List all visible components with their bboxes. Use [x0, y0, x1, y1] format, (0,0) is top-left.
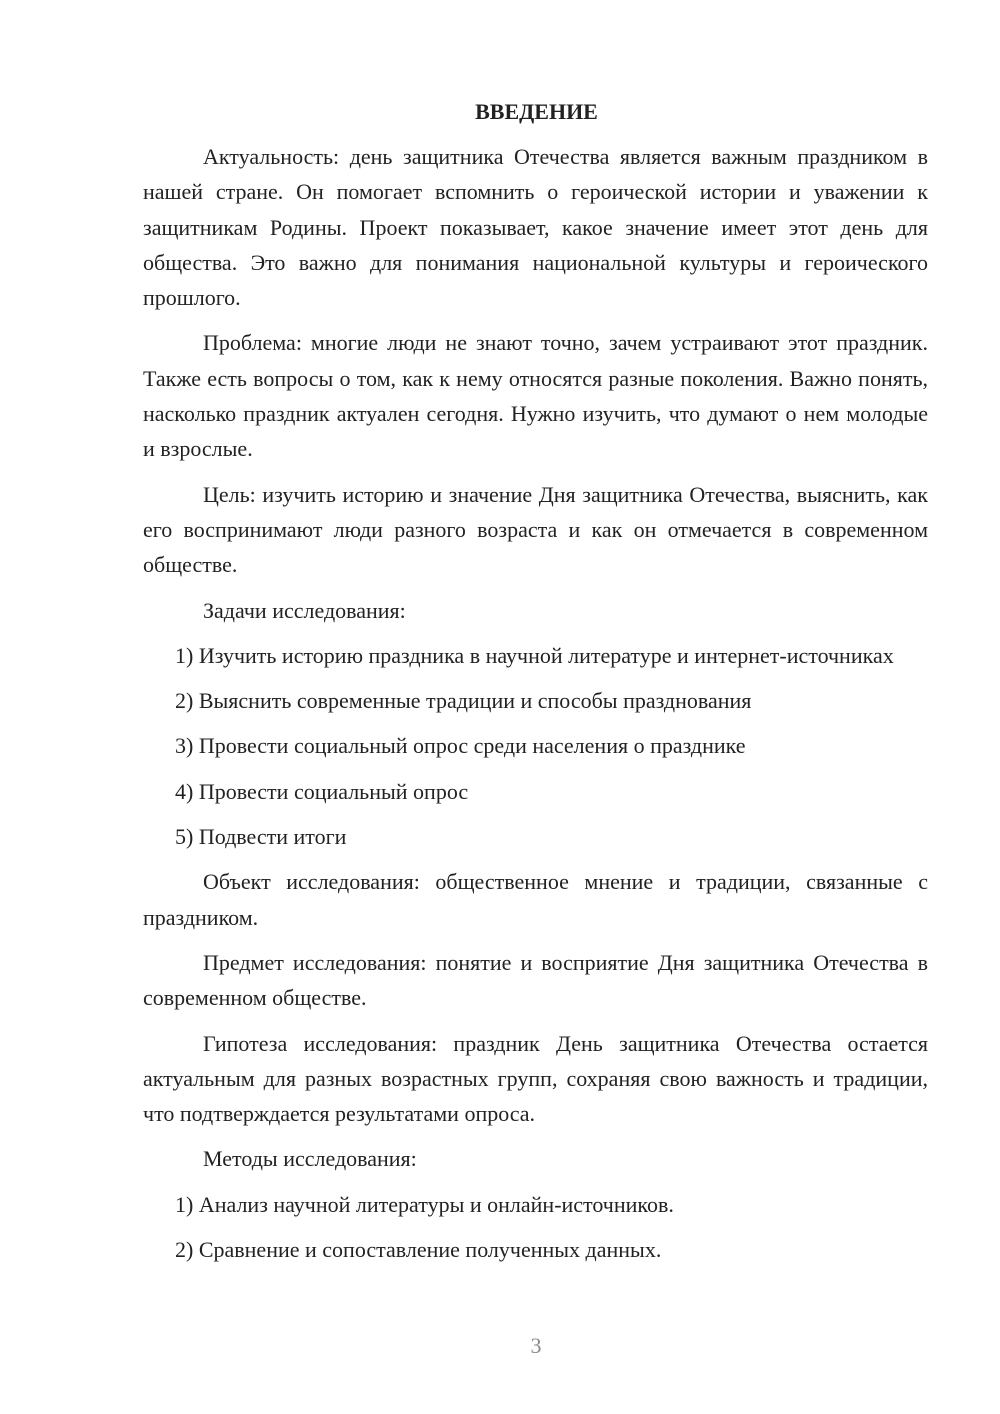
hypothesis-paragraph: Гипотеза исследования: праздник День защитника Отечества остается актуальным для разных возрастных групп, сохраняя свою важность и традиции, что подтверждается результатами опроса. — [143, 1030, 928, 1127]
problem-paragraph: Проблема: многие люди не знают точно, зачем устраивают этот праздник. Также есть вопросы о том, как к нему относятся разные поколения. Важно понять, насколько праздник актуален сегодня. Нужно изучить, что думают о нем молодые и взрослые. — [143, 330, 928, 462]
object-paragraph: Объект исследования: общественное мнение и традиции, связанные с праздником. — [143, 869, 928, 930]
method-item: 1) Анализ научной литературы и онлайн-источников. — [175, 1191, 674, 1217]
subject-paragraph: Предмет исследования: понятие и восприятие Дня защитника Отечества в современном обществе. — [143, 949, 928, 1011]
relevance-paragraph: Актуальность: день защитника Отечества является важным праздником в нашей стране. Он помогает вспомнить о героической истории и уважении к защитникам Родины. Проект показывает, какое значение имеет этот день для общества. Это важно для понимания национальной культуры и героического прошлого. — [143, 144, 928, 311]
task-item: 3) Провести социальный опрос среди населения о празднике — [175, 733, 746, 759]
method-item: 2) Сравнение и сопоставление полученных данных. — [175, 1237, 662, 1263]
goal-paragraph: Цель: изучить историю и значение Дня защитника Отечества, выяснить, как его воспринимают люди разного возраста и как он отмечается в современном обществе. — [143, 481, 928, 578]
task-item: 4) Провести социальный опрос — [175, 778, 469, 804]
methods-heading: Методы исследования: — [203, 1146, 417, 1172]
page-number: 3 — [530, 1333, 542, 1358]
task-item: 5) Подвести итоги — [175, 824, 347, 850]
tasks-heading: Задачи исследования: — [203, 597, 406, 623]
page-content — [143, 94, 928, 1277]
section-title: ВВЕДЕНИЕ — [475, 99, 598, 124]
task-item: 1) Изучить историю праздника в научной литературе и интернет-источниках — [175, 642, 894, 668]
task-item: 2) Выяснить современные традиции и способы празднования — [175, 688, 752, 714]
